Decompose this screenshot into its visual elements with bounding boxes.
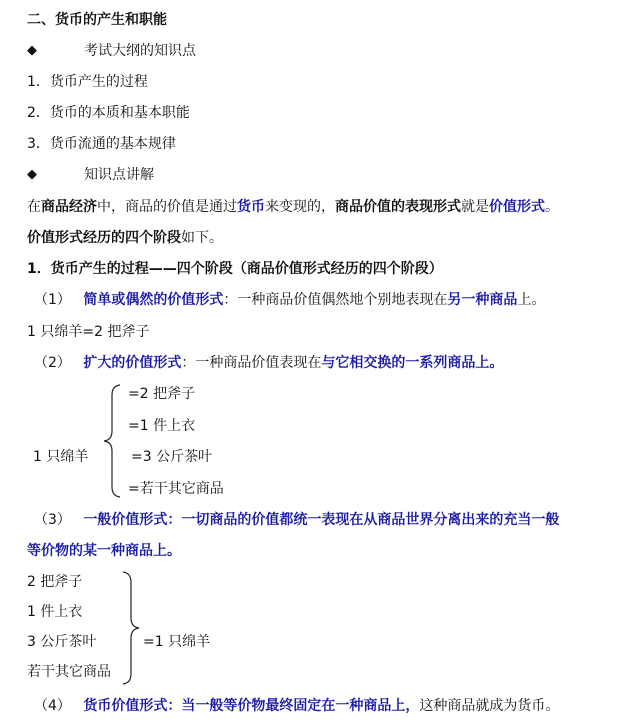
form1-example: 1 只绵羊=2 把斧子 bbox=[27, 324, 150, 340]
text-run: 。 bbox=[545, 199, 559, 215]
text-run: 在 bbox=[27, 199, 41, 215]
text-run: 来变现的， bbox=[265, 199, 335, 215]
form-number: （2） bbox=[34, 355, 71, 371]
text-run: 上。 bbox=[517, 292, 546, 308]
form2-right-item: =2 把斧子 bbox=[128, 386, 196, 402]
form3-left-item: 3 公斤茶叶 bbox=[27, 634, 97, 650]
form2-right-item: =若干其它商品 bbox=[128, 481, 224, 497]
outline-item: 1．货币产生的过程 bbox=[27, 74, 148, 90]
form2-title: 扩大的价值形式 bbox=[83, 355, 182, 371]
text-run: 一种商品价值表现在 bbox=[195, 355, 322, 371]
form-number: （3） bbox=[34, 512, 71, 528]
form3-left-item: 若干其它商品 bbox=[27, 664, 111, 680]
term-commodity-economy: 商品经济 bbox=[41, 199, 97, 215]
form4-definition bbox=[34, 697, 559, 715]
text-run: 一种商品价值偶然地个别地表现在 bbox=[237, 292, 448, 308]
left-brace-icon bbox=[100, 383, 124, 499]
form3-left-item: 1 件上衣 bbox=[27, 604, 83, 620]
text-run: 这种商品就成为货币。 bbox=[419, 698, 560, 714]
lecture-heading: 知识点讲解 bbox=[84, 167, 154, 183]
text-run: ： bbox=[181, 355, 196, 371]
form1-definition bbox=[34, 291, 545, 309]
form3-definition-cont: 等价物的某一种商品上。 bbox=[27, 543, 181, 559]
form3-left-item: 2 把斧子 bbox=[27, 574, 83, 590]
text-run: ： bbox=[223, 292, 238, 308]
form-number: （1） bbox=[34, 292, 71, 308]
form4-emphasis: 当一般等价物最终固定在一种商品上， bbox=[181, 698, 420, 714]
form2-right-item: =3 公斤茶叶 bbox=[131, 449, 213, 465]
form3-definition bbox=[34, 511, 559, 529]
diamond-bullet-icon: ◆ bbox=[27, 43, 37, 58]
term-value-form: 价值形式 bbox=[489, 199, 545, 215]
term-four-stages: 价值形式经历的四个阶段 bbox=[27, 230, 181, 246]
form4-title: 货币价值形式 bbox=[83, 698, 168, 714]
stage-heading: 1．货币产生的过程——四个阶段（商品价值形式经历的四个阶段） bbox=[27, 261, 443, 277]
outline-item: 3．货币流通的基本规律 bbox=[27, 136, 176, 152]
form3-title: 一般价值形式 bbox=[83, 512, 168, 528]
text-run: 中，商品的价值是通过 bbox=[97, 199, 237, 215]
diamond-bullet-icon: ◆ bbox=[27, 167, 37, 182]
paragraph-value-form bbox=[27, 198, 559, 216]
form3-emphasis: 一切商品的价值都统一表现在从商品世界分离出来的充当一般 bbox=[181, 512, 560, 528]
form2-left-item: 1 只绵羊 bbox=[33, 449, 89, 465]
form1-title: 简单或偶然的价值形式 bbox=[83, 292, 224, 308]
text-run: ： bbox=[167, 698, 182, 714]
form1-emphasis: 另一种商品 bbox=[447, 292, 518, 308]
outline-heading: 考试大纲的知识点 bbox=[84, 43, 196, 59]
text-run: ： bbox=[167, 512, 182, 528]
paragraph-four-stages bbox=[27, 229, 223, 247]
form2-right-item: =1 件上衣 bbox=[128, 418, 196, 434]
outline-item: 2．货币的本质和基本职能 bbox=[27, 105, 190, 121]
text-run: 就是 bbox=[461, 199, 489, 215]
term-value-expression: 商品价值的表现形式 bbox=[335, 199, 461, 215]
right-brace-icon bbox=[119, 570, 143, 686]
form3-right-item: =1 只绵羊 bbox=[143, 634, 211, 650]
term-money: 货币 bbox=[237, 199, 265, 215]
text-run: 如下。 bbox=[181, 230, 223, 246]
section-title: 二、货币的产生和职能 bbox=[27, 12, 167, 28]
form-number: （4） bbox=[34, 698, 71, 714]
form2-emphasis: 与它相交换的一系列商品上。 bbox=[321, 355, 504, 371]
form2-definition bbox=[34, 354, 503, 372]
